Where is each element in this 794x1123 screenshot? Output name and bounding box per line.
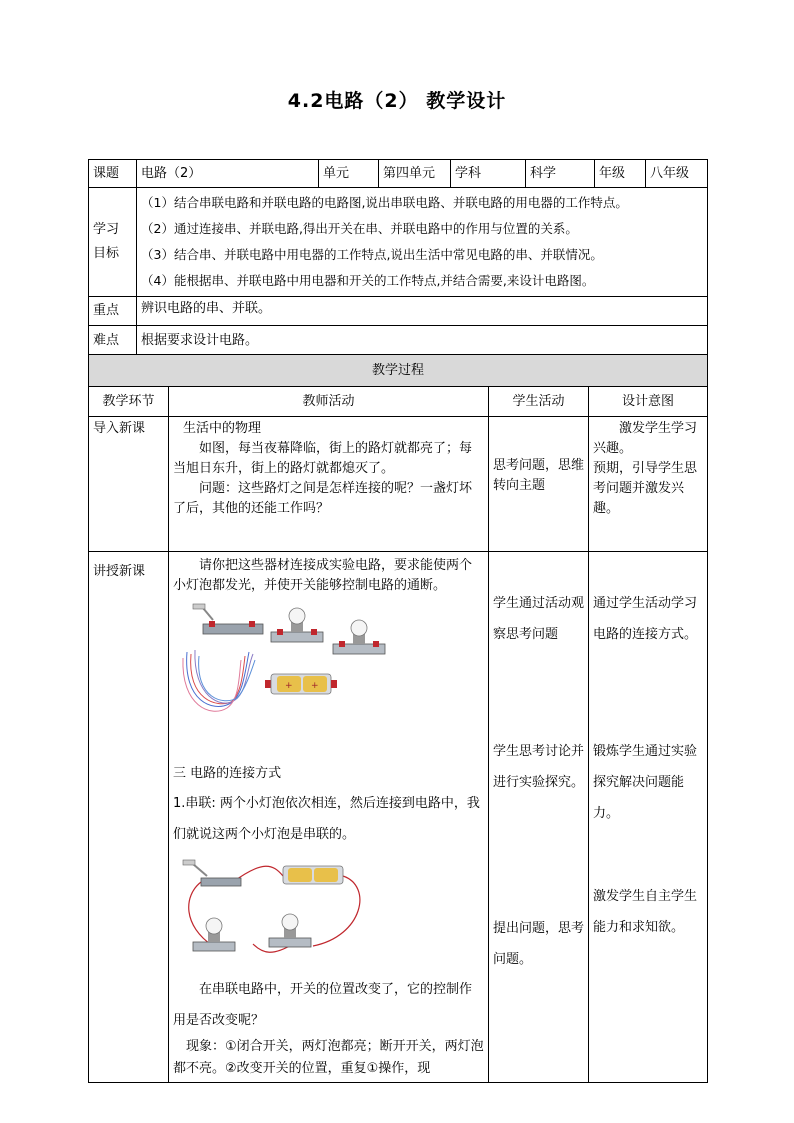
unit-value: 第四单元 bbox=[379, 160, 451, 188]
battery-icon bbox=[265, 674, 337, 694]
lecture-teacher bbox=[169, 552, 489, 1083]
intro-teacher-p1: 如图，每当夜幕降临，街上的路灯就都亮了；每当旭日东升，街上的路灯就都熄灭了。 bbox=[173, 441, 473, 476]
difficulty-label: 难点 bbox=[89, 326, 137, 356]
col-header-stage: 教学环节 bbox=[89, 387, 169, 417]
subject-value: 科学 bbox=[526, 160, 595, 188]
col-header-teacher: 教师活动 bbox=[169, 387, 489, 417]
difficulty-text: 根据要求设计电路。 bbox=[137, 326, 708, 356]
intro-intent bbox=[589, 417, 708, 552]
info-table bbox=[88, 159, 708, 356]
series-text: 1.串联: 两个小灯泡依次相连，然后连接到电路中，我们就说这两个小灯泡是串联的。 bbox=[173, 796, 480, 842]
lecture-stage: 讲授新课 bbox=[89, 552, 169, 1083]
lecture-student-2: 学生思考讨论并进行实验探究。 bbox=[493, 744, 585, 790]
goal-item: （3）结合串、并联电路中用电器的工作特点,说出生活中常见电路的串、并联情况。 bbox=[141, 247, 603, 262]
lecture-student-3: 提出问题，思考问题。 bbox=[493, 921, 585, 967]
question-text: 在串联电路中，开关的位置改变了，它的控制作用是否改变呢？ bbox=[173, 982, 473, 1028]
lecture-intent-2: 锻炼学生通过实验探究解决问题能力。 bbox=[593, 744, 698, 821]
series-circuit-illustration bbox=[173, 856, 485, 966]
col-header-intent: 设计意图 bbox=[589, 387, 708, 417]
key-text: 辨识电路的串、并联。 bbox=[137, 297, 708, 326]
lecture-student bbox=[489, 552, 589, 1083]
lecture-student-1: 学生通过活动观察思考问题 bbox=[493, 596, 585, 642]
process-header-row bbox=[89, 387, 708, 417]
goal-item: （2）通过连接串、并联电路,得出开关在串、并联电路中的作用与位置的关系。 bbox=[141, 221, 578, 236]
intro-intent-p1: 激发学生学习兴趣。 bbox=[593, 421, 698, 456]
bulb-holder-icon bbox=[333, 620, 385, 654]
equipment-illustration bbox=[173, 602, 485, 742]
goals-list bbox=[137, 188, 708, 297]
unit-label: 单元 bbox=[319, 160, 379, 188]
difficulty-row bbox=[89, 326, 708, 356]
intro-row bbox=[89, 417, 708, 552]
grade-label: 年级 bbox=[595, 160, 646, 188]
page-title: 4.2电路（2） 教学设计 bbox=[287, 90, 507, 112]
lecture-intent-1: 通过学生活动学习电路的连接方式。 bbox=[593, 596, 698, 642]
svg-text:+: + bbox=[311, 681, 319, 691]
intro-stage: 导入新课 bbox=[89, 417, 169, 552]
intro-student: 思考问题，思维转向主题 bbox=[489, 417, 589, 552]
intro-intent-p2: 预期，引导学生思考问题并激发兴趣。 bbox=[593, 461, 698, 516]
knife-switch-icon bbox=[183, 860, 241, 886]
key-row bbox=[89, 297, 708, 326]
topic-value: 电路（2） bbox=[137, 160, 319, 188]
lecture-intent bbox=[589, 552, 708, 1083]
svg-text:+: + bbox=[285, 681, 293, 691]
goal-item: （1）结合串联电路和并联电路的电路图,说出串联电路、并联电路的用电器的工作特点。 bbox=[141, 195, 628, 210]
section-title: 三 电路的连接方式 bbox=[173, 766, 282, 781]
process-table bbox=[88, 354, 708, 1083]
info-row bbox=[89, 160, 708, 188]
lecture-intent-3: 激发学生自主学生能力和求知欲。 bbox=[593, 889, 698, 935]
key-label: 重点 bbox=[89, 297, 137, 326]
knife-switch-icon bbox=[193, 604, 263, 634]
goals-label-1: 学习 bbox=[93, 222, 120, 237]
bulb-holder-icon bbox=[271, 608, 323, 642]
topic-label: 课题 bbox=[89, 160, 137, 188]
col-header-student: 学生活动 bbox=[489, 387, 589, 417]
lecture-teacher-p1: 请你把这些器材连接成实验电路，要求能使两个小灯泡都发光，并使开关能够控制电路的通断。 bbox=[173, 558, 473, 593]
grade-value: 八年级 bbox=[646, 160, 708, 188]
process-heading: 教学过程 bbox=[89, 355, 708, 387]
goal-item: （4）能根据串、并联电路中用电器和开关的工作特点,并结合需要,来设计电路图。 bbox=[141, 273, 595, 288]
battery-icon bbox=[283, 866, 343, 884]
goals-label bbox=[89, 188, 137, 297]
intro-teacher-p2: 问题：这些路灯之间是怎样连接的呢？一盏灯坏了后，其他的还能工作吗？ bbox=[173, 481, 473, 516]
process-heading-row bbox=[89, 355, 708, 387]
wires-icon bbox=[183, 650, 255, 711]
goals-row bbox=[89, 188, 708, 297]
bulb-holder-icon bbox=[269, 914, 311, 947]
intro-teacher-title: 生活中的物理 bbox=[183, 421, 262, 436]
goals-label-2: 目标 bbox=[93, 246, 120, 261]
lecture-row bbox=[89, 552, 708, 1083]
phenomenon-text: 现象：①闭合开关，两灯泡都亮；断开开关，两灯泡都不亮。②改变开关的位置，重复①操作，现 bbox=[173, 1039, 484, 1076]
subject-label: 学科 bbox=[451, 160, 526, 188]
intro-teacher bbox=[169, 417, 489, 552]
